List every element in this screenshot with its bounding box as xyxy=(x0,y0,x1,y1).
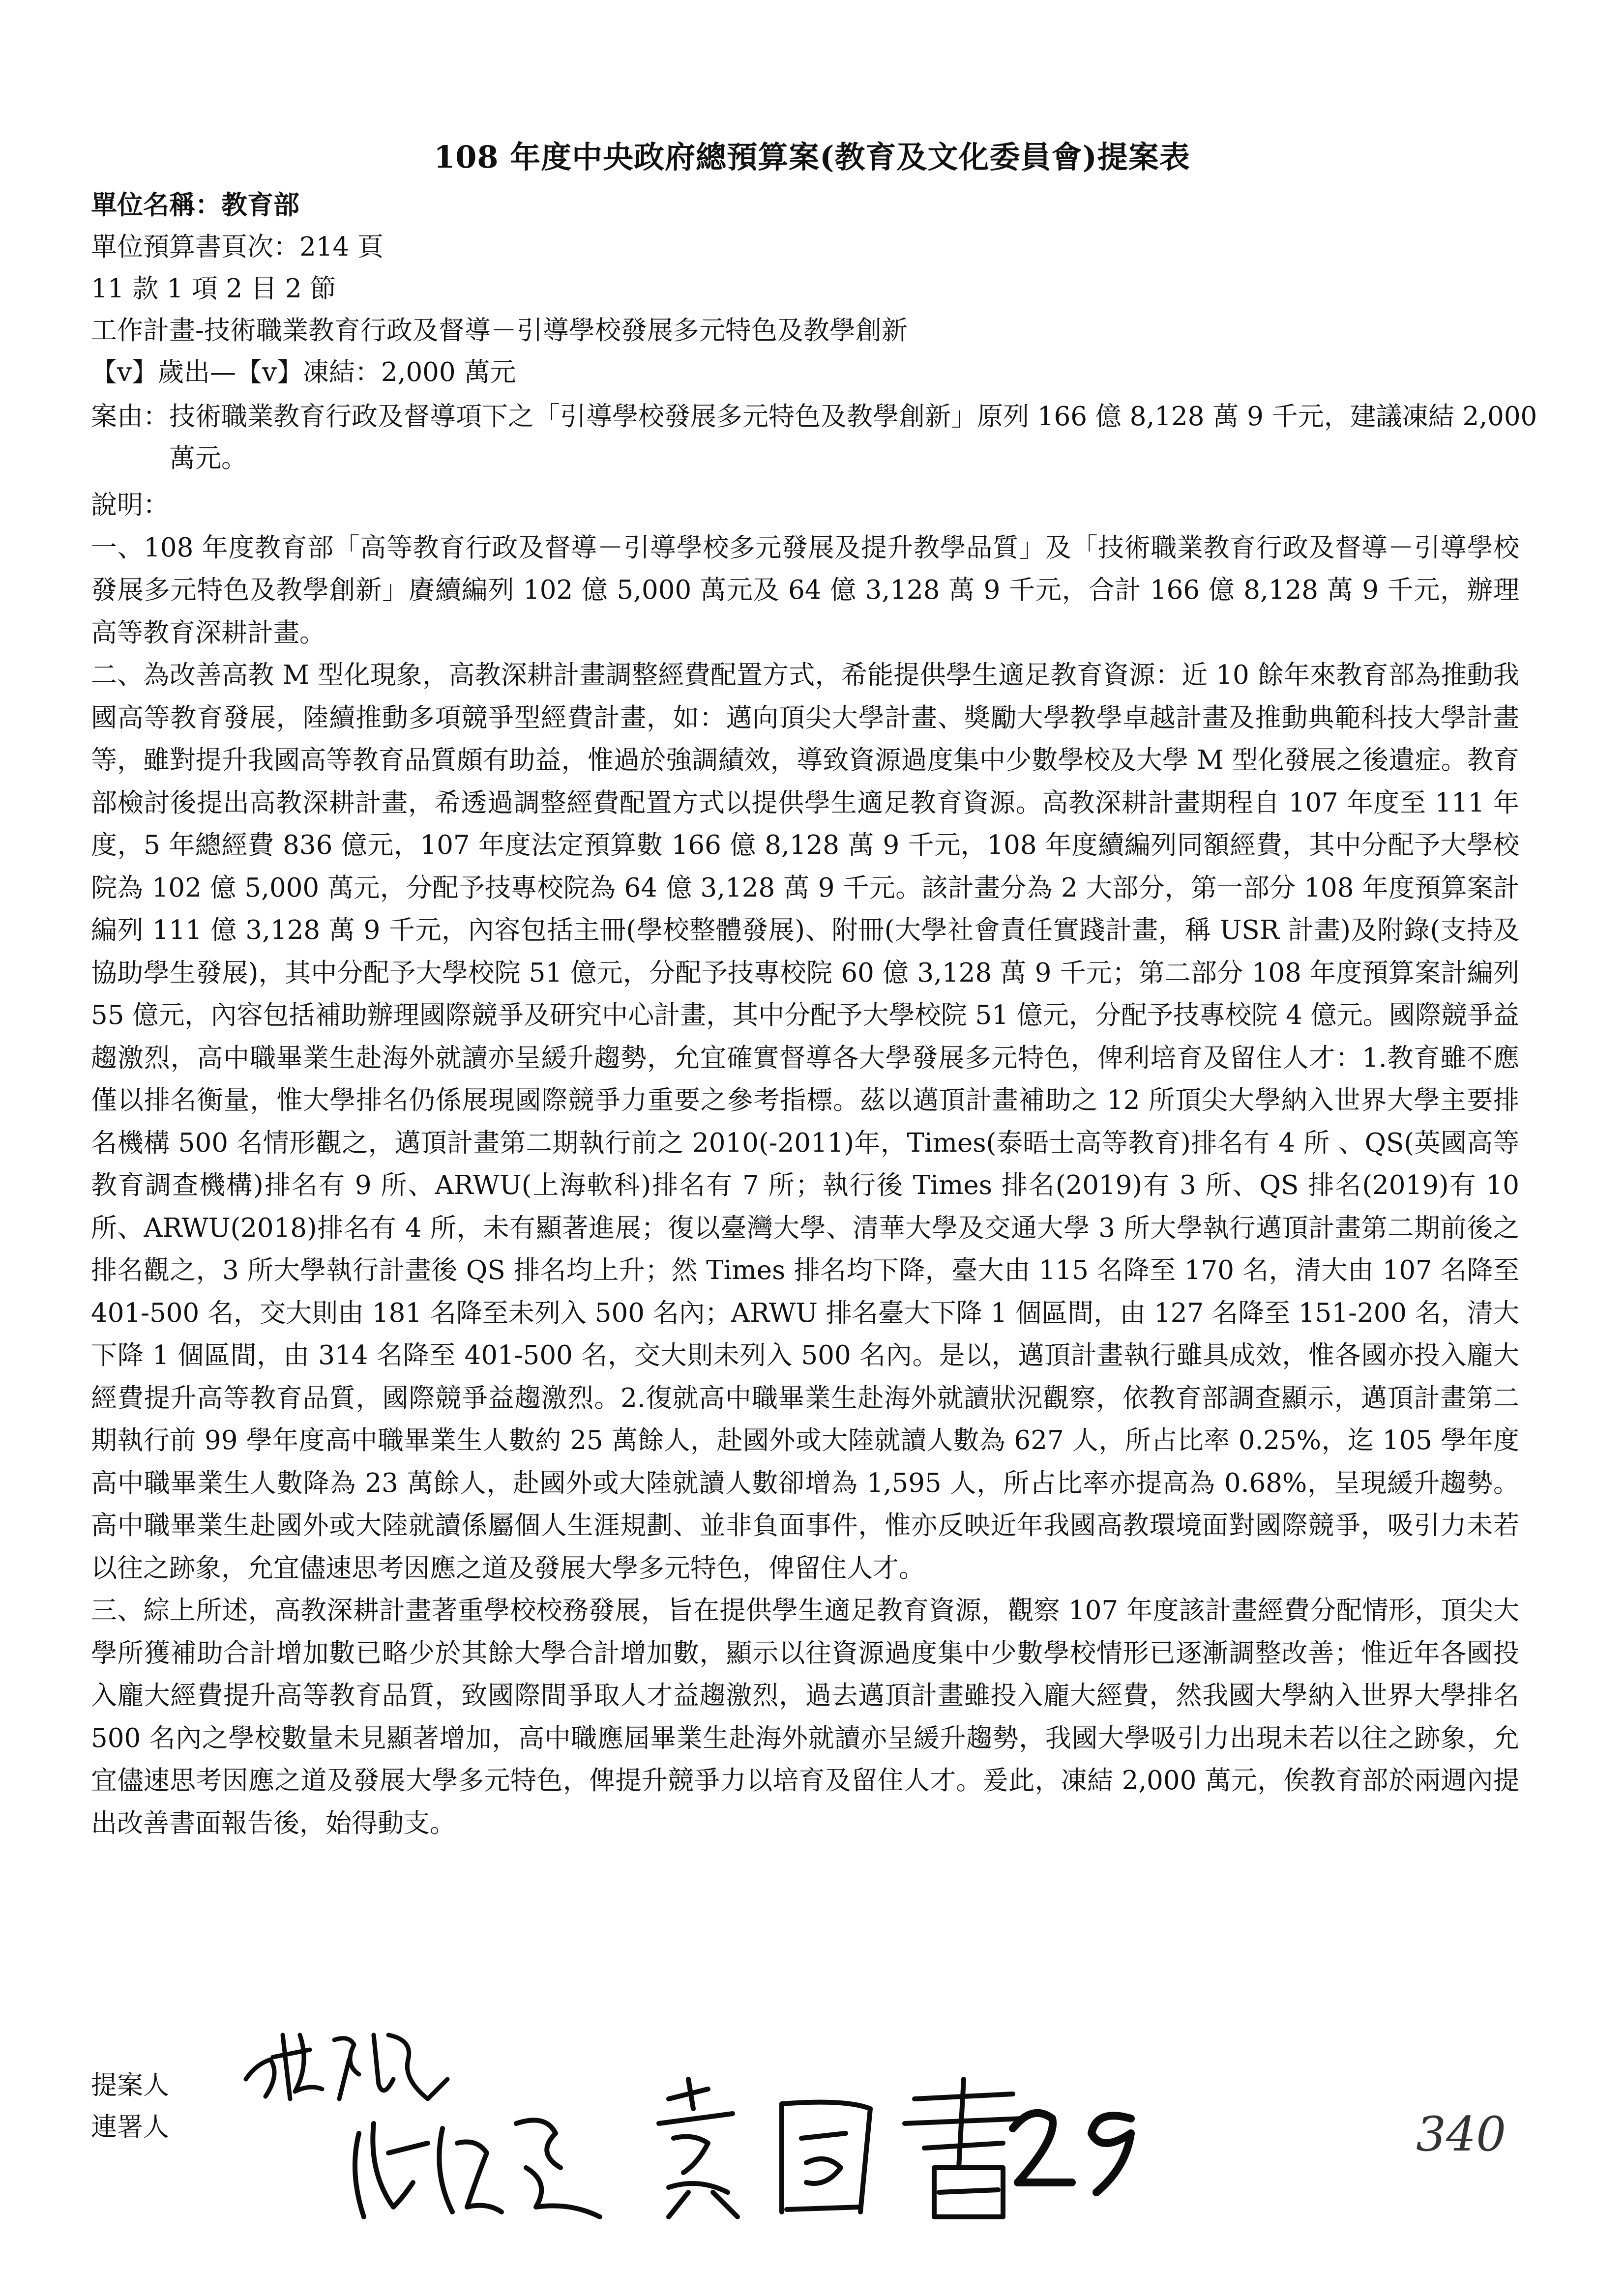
paragraph-3: 三、綜上所述，高教深耕計畫著重學校校務發展，旨在提供學生適足教育資源，觀察 107 年度該計畫經費分配情形，頂尖大學所獲補助合計增加數已略少於其餘大學合計增加數，顯示以往資源過度集中少數學校情形已逐漸調整改善；惟近年各國投入龐大經費提升高等教育品質，致國際間爭取人才益趨激烈，過去邁頂計畫雖投入龐大經費，然我國大學納入世界大學排名 500 名內之學校數量未見顯著增加，高中職應屆畢業生赴海外就讀亦呈緩升趨勢，我國大學吸引力出現未若以往之跡象，允宜儘速思考因應之道及發展大學多元特色，俾提升競爭力以培育及留住人才。爰此，凍結 2,000 萬元，俟教育部於兩週內提出改善書面報告後，始得動支。 xyxy=(91,1596,1519,1838)
document-title: 108 年度中央政府總預算案(教育及文化委員會)提案表 xyxy=(434,139,1190,175)
page-number xyxy=(1411,2101,1529,2165)
document-meta xyxy=(91,184,1546,393)
paragraph-2: 二、為改善高教 M 型化現象，高教深耕計畫調整經費配置方式，希能提供學生適足教育資源：近 10 餘年來教育部為推動我國高等教育發展，陸續推動多項競爭型經費計畫，如：邁向頂尖大學計畫、獎勵大學教學卓越計畫及推動典範科技大學計畫等，雖對提升我國高等教育品質頗有助益，惟過於強調績效，導致資源過度集中少數學校及大學 M 型化發展之後遺症。教育部檢討後提出高教深耕計畫，希透過調整經費配置方式以提供學生適足教育資源。高教深耕計畫期程自 107 年度至 111 年度，5 年總經費 836 億元，107 年度法定預算數 166 億 8,128 萬 9 千元，108 年度續編列同額經費，其中分配予大學校院為 102 億 5,000 萬元，分配予技專校院為 64 億 3,128 萬 9 千元。該計畫分為 2 大部分，第一部分 108 年度預算案計編列 111 億 3,128 萬 9 千元，內容包括主冊(學校整體發展)、附冊(大學社會責任實踐計畫，稱 USR 計畫)及附錄(支持及協助學生發展)，其中分配予大學校院 51 億元，分配予技專校院 60 億 3,128 萬 9 千元；第二部分 108 年度預算案計編列 55 億元，內容包括補助辦理國際競爭及研究中心計畫，其中分配予大學校院 51 億元，分配予技專校院 4 億元。國際競爭益趨激烈，高中職畢業生赴海外就讀亦呈緩升趨勢，允宜確實督導各大學發展多元特色，俾利培育及留住人才：1.教育雖不應僅以排名衡量，惟大學排名仍係展現國際競爭力重要之參考指標。茲以邁頂計畫補助之 12 所頂尖大學納入世界大學主要排名機構 500 名情形觀之，邁頂計畫第二期執行前之 2010(-2011)年，Times(泰晤士高等教育)排名有 4 所 、QS(英國高等教育調查機構)排名有 9 所、ARWU(上海軟科)排名有 7 所；執行後 Times 排名(2019)有 3 所、QS 排名(2019)有 10 所、ARWU(2018)排名有 4 所，未有顯著進展；復以臺灣大學、清華大學及交通大學 3 所大學執行邁頂計畫第二期前後之排名觀之，3 所大學執行計畫後 QS 排名均上升；然 Times 排名均下降，臺大由 115 名降至 170 名，清大由 107 名降至 401-500 名，交大則由 181 名降至未列入 500 名內；ARWU 排名臺大下降 1 個區間，由 127 名降至 151-200 名，清大下降 1 個區間，由 314 名降至 401-500 名，交大則未列入 500 名內。是以，邁頂計畫執行雖具成效，惟各國亦投入龐大經費提升高等教育品質，國際競爭益趨激烈。2.復就高中職畢業生赴海外就讀狀況觀察，依教育部調查顯示，邁頂計畫第二期執行前 99 學年度高中職畢業生人數約 25 萬餘人，赴國外或大陸就讀人數為 627 人，所占比率 0.25%，迄 105 學年度高中職畢業生人數降為 23 萬餘人，赴國外或大陸就讀人數卻增為 1,595 人，所占比率亦提高為 0.68%，呈現緩升趨勢。高中職畢業生赴國外或大陸就讀係屬個人生涯規劃、並非負面事件，惟亦反映近年我國高教環境面對國際競爭，吸引力未若以往之跡象，允宜儘速思考因應之道及發展大學多元特色，俾留住人才。 xyxy=(91,660,1519,1583)
proposer-label: 提案人 xyxy=(91,2070,169,2100)
signers-block xyxy=(91,2064,169,2148)
case-label: 案由： xyxy=(91,402,169,432)
explanation-label: 說明： xyxy=(91,490,169,520)
budget-section: 11 款 1 項 2 目 2 節 xyxy=(91,274,336,304)
cosigner-signature-3 xyxy=(1003,2099,1160,2199)
proposal-type: 【v】歲出—【v】凍結：2,000 萬元 xyxy=(91,357,516,387)
paragraph-1: 一、108 年度教育部「高等教育行政及督導－引導學校多元發展及提升教學品質」及「技術職業教育行政及督導－引導學校發展多元特色及教學創新」賡續編列 102 億 5,000 萬元及 64 億 3,128 萬 9 千元，合計 166 億 8,128 萬 9 千元，辦理高等教育深耕計畫。 xyxy=(91,532,1519,648)
case-block xyxy=(91,396,1546,479)
unit-name: 單位名稱：教育部 xyxy=(91,190,299,220)
cosigner-label: 連署人 xyxy=(91,2112,169,2142)
page-number-text: 340 xyxy=(1416,2107,1506,2162)
case-text: 技術職業教育行政及督導項下之「引導學校發展多元特色及教學創新」原列 166 億 8,128 萬 9 千元，建議凍結 2,000 萬元。 xyxy=(169,402,1537,473)
explanation-block xyxy=(91,484,1519,1845)
budget-page: 單位預算書頁次：214 頁 xyxy=(91,232,384,262)
work-plan: 工作計畫-技術職業教育行政及督導－引導學校發展多元特色及教學創新 xyxy=(91,316,908,346)
cosigner-signature-1 xyxy=(339,2084,615,2234)
